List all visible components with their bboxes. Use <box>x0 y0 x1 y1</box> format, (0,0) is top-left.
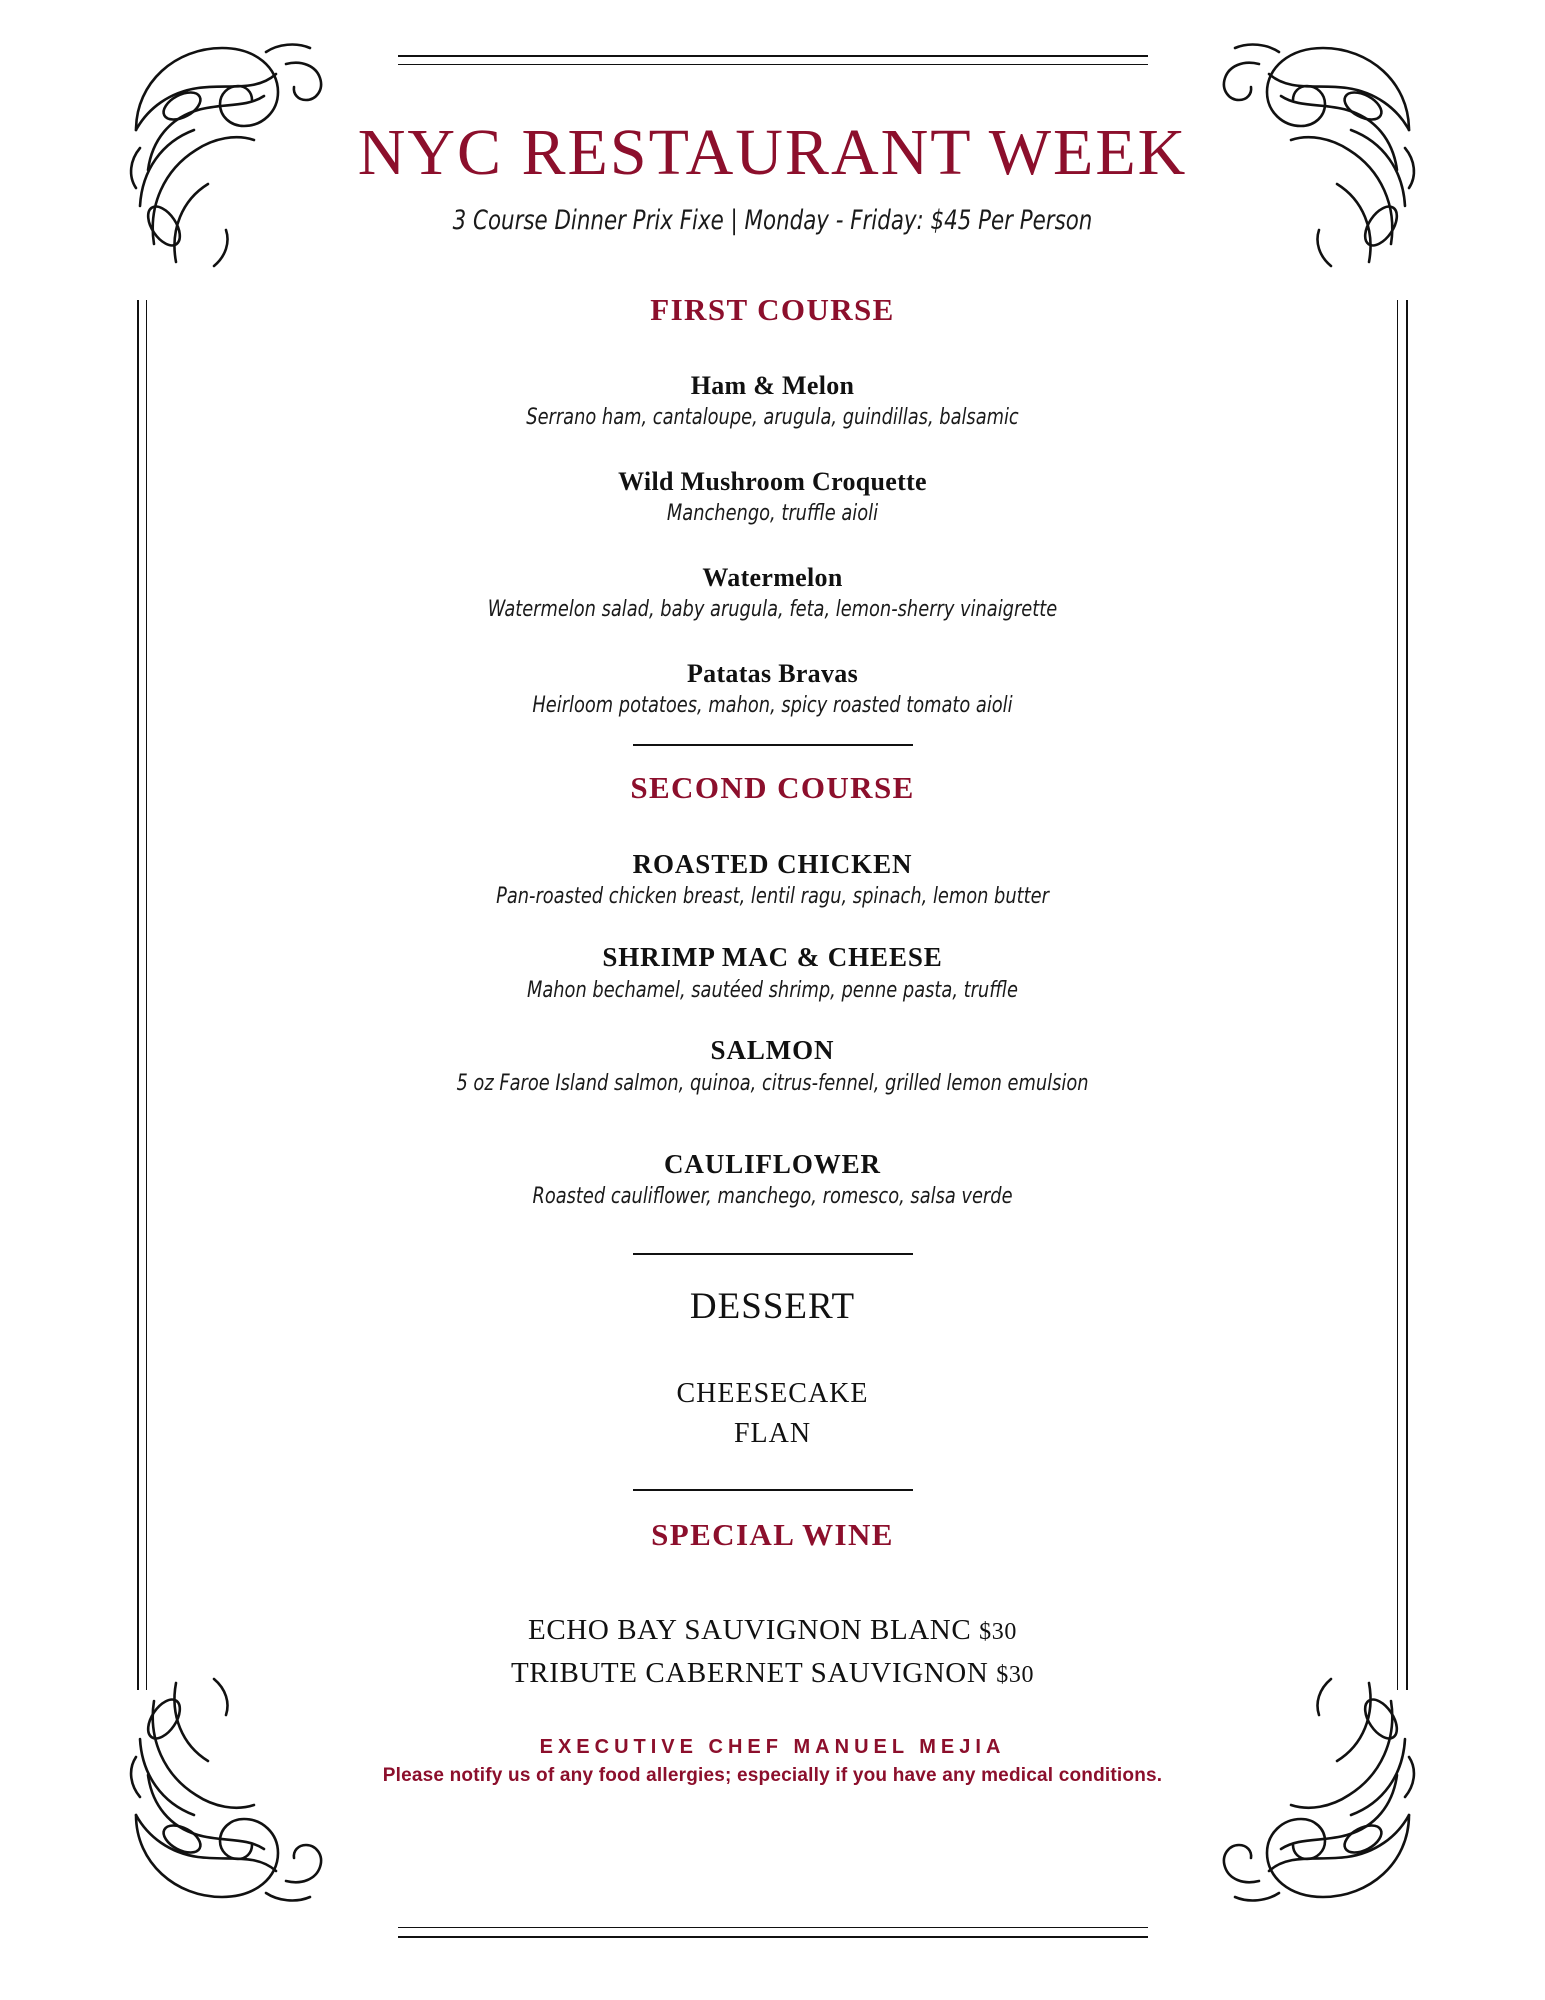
wine-item-price: $30 <box>996 1662 1035 1689</box>
menu-item-description: Serrano ham, cantaloupe, arugula, guindillas, balsamic <box>526 405 1019 431</box>
menu-subtitle: 3 Course Dinner Prix Fixe | Monday - Friday: $45 Per Person <box>452 205 1093 237</box>
menu-item-name: Ham & Melon <box>690 371 855 401</box>
wine-item-name: ECHO BAY SAUVIGNON BLANC <box>528 1613 972 1646</box>
menu-item <box>170 846 1375 913</box>
menu-item-name: Patatas Bravas <box>686 658 859 688</box>
menu-footer <box>170 1736 1375 1787</box>
frame-rule-bottom-inner <box>398 1927 1148 1928</box>
wine-item-price: $30 <box>979 1618 1017 1645</box>
menu-item <box>170 656 1375 722</box>
menu-item <box>170 1032 1375 1099</box>
frame-rule-right-outer <box>1406 300 1408 1690</box>
menu-item-description: Roasted cauliflower, manchego, romesco, salsa verde <box>532 1184 1013 1209</box>
menu-item-description: 5 oz Faroe Island salmon, quinoa, citrus-fennel, grilled lemon emulsion <box>456 1070 1089 1096</box>
menu-content <box>170 0 1375 1787</box>
menu-item-name: Wild Mushroom Croquette <box>618 467 927 497</box>
frame-rule-bottom-outer <box>398 1936 1148 1938</box>
page-title: NYC RESTAURANT WEEK <box>357 116 1188 189</box>
menu-item <box>170 560 1375 626</box>
section-first-course <box>170 236 1375 722</box>
menu-item-name: CAULIFLOWER <box>664 1148 881 1179</box>
frame-rule-left-inner <box>146 300 147 1690</box>
frame-rule-left-outer <box>137 300 139 1690</box>
wine-item <box>170 1609 1375 1653</box>
section-heading-first-course: FIRST COURSE <box>650 292 895 328</box>
section-dessert <box>170 1255 1375 1455</box>
section-second-course <box>170 746 1375 1213</box>
section-heading-second-course: SECOND COURSE <box>630 769 915 805</box>
menu-item-name: SHRIMP MAC & CHEESE <box>602 942 943 973</box>
menu-item-description: Watermelon salad, baby arugula, feta, lemon-sherry vinaigrette <box>487 597 1058 623</box>
menu-item-name: SALMON <box>710 1035 835 1066</box>
menu-item-description: Pan-roasted chicken breast, lentil ragu, spinach, lemon butter <box>496 884 1049 910</box>
menu-item <box>170 368 1375 434</box>
menu-item-name: Watermelon <box>702 563 843 593</box>
menu-item-description: Heirloom potatoes, mahon, spicy roasted tomato aioli <box>532 693 1013 719</box>
menu-item <box>170 939 1375 1006</box>
executive-chef-credit: EXECUTIVE CHEF MANUEL MEJIA <box>539 1735 1006 1758</box>
section-heading-dessert: DESSERT <box>689 1285 856 1327</box>
menu-item-description: Manchengo, truffle aioli <box>666 501 879 527</box>
menu-item <box>170 1146 1375 1213</box>
footer-spacer <box>170 1696 1375 1736</box>
frame-rule-right-inner <box>1397 300 1398 1690</box>
menu-item-name: FLAN <box>733 1418 812 1450</box>
section-heading-special-wine: SPECIAL WINE <box>651 1516 894 1552</box>
menu-item <box>170 464 1375 530</box>
wine-item-name: TRIBUTE CABERNET SAUVIGNON <box>510 1657 989 1690</box>
section-special-wine <box>170 1491 1375 1696</box>
menu-item-description: Mahon bechamel, sautéed shrimp, penne pasta, truffle <box>526 977 1019 1003</box>
allergy-notice: Please notify us of any food allergies; especially if you have any medical conditions. <box>382 1764 1163 1786</box>
wine-item <box>170 1652 1375 1696</box>
menu-item-name: CHEESECAKE <box>676 1377 869 1409</box>
menu-item-name: ROASTED CHICKEN <box>632 848 913 879</box>
